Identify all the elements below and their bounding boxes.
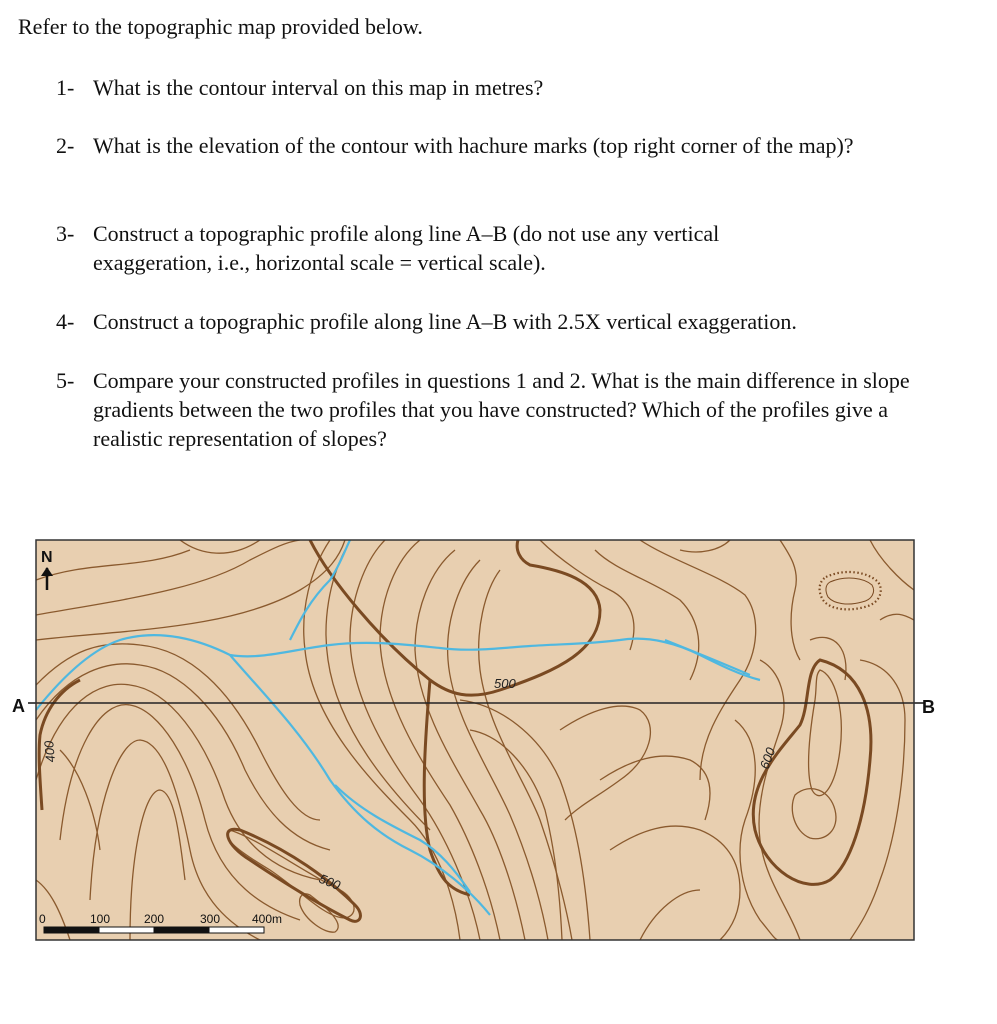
- scale-label-400m: 400m: [252, 912, 283, 926]
- question-number: 5-: [56, 368, 75, 393]
- contour-label-600: 600: [756, 745, 779, 772]
- scale-label-0: 0: [39, 912, 46, 926]
- scale-label-200: 200: [144, 912, 165, 926]
- question-text: What is the elevation of the contour with hachure marks (top right corner of the map)?: [93, 133, 854, 158]
- contour-label-500-top: 500: [494, 676, 516, 691]
- scale-label-300: 300: [200, 912, 221, 926]
- intro-text: Refer to the topographic map provided below.: [18, 14, 423, 39]
- question-text: What is the contour interval on this map in metres?: [93, 75, 544, 100]
- question-text: Construct a topographic profile along line A–B with 2.5X vertical exaggeration.: [93, 309, 797, 334]
- map-svg: [0, 520, 997, 960]
- point-a-label: A: [12, 696, 25, 716]
- north-label: N: [41, 549, 53, 566]
- scale-label-100: 100: [90, 912, 111, 926]
- point-b-label: B: [922, 697, 935, 717]
- question-number: 4-: [56, 309, 75, 334]
- question-text: Compare your constructed profiles in questions 1 and 2. What is the main difference in slope gradients between the two profiles that you have constructed? Which of the profiles give a realistic representation of slopes?: [93, 368, 910, 451]
- scale-bar: [44, 927, 264, 933]
- topographic-map: [0, 520, 997, 960]
- contour-label-500-bottom: 500: [316, 870, 343, 893]
- map-background: [36, 540, 914, 940]
- question-text: Construct a topographic profile along line A–B (do not use any vertical exaggeration, i.e., horizontal scale = vertical scale).: [93, 221, 720, 275]
- question-number: 3-: [56, 221, 75, 246]
- question-number: 1-: [56, 75, 75, 100]
- question-number: 2-: [56, 133, 75, 158]
- contour-label-400: 400: [41, 740, 58, 764]
